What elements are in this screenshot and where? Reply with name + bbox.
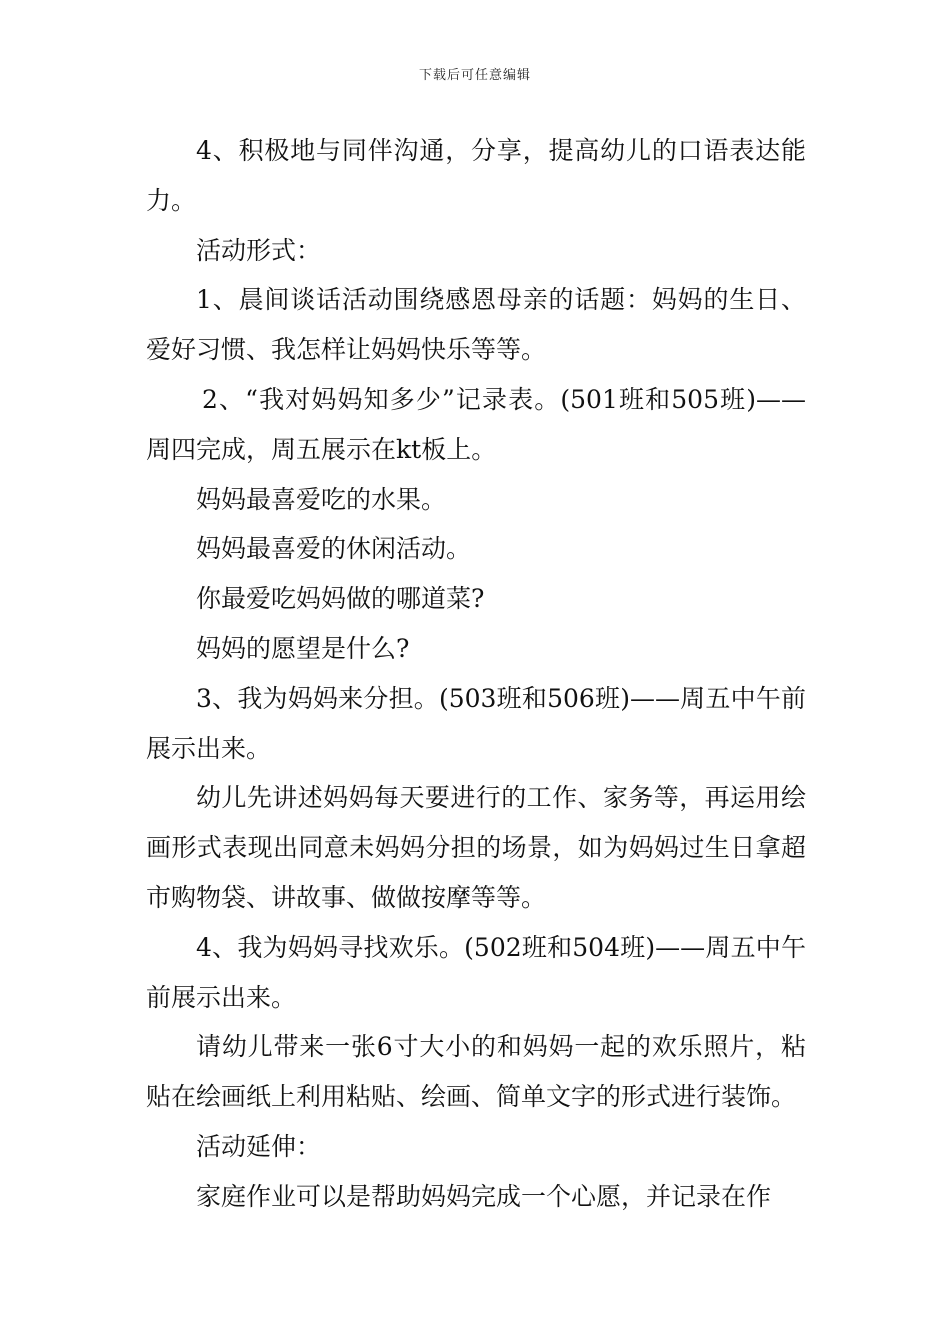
paragraph-form-3: 3、我为妈妈来分担。(503班和506班)——周五中午前展示出来。	[146, 683, 806, 763]
paragraph-question-wish: 妈妈的愿望是什么?	[196, 633, 410, 663]
paragraph-extension-heading: 活动延伸：	[196, 1131, 322, 1161]
document-body	[146, 126, 806, 1222]
paragraph-activity-forms-heading: 活动形式：	[196, 235, 322, 265]
paragraph-form-2: 2、“我对妈妈知多少”记录表。(501班和505班)——周四完成，周五展示在kt板上。	[146, 384, 806, 464]
page-header: 下载后可任意编辑	[418, 68, 531, 83]
paragraph-question-dish: 你最爱吃妈妈做的哪道菜?	[196, 584, 485, 614]
paragraph-form-1: 1、晨间谈话活动围绕感恩母亲的话题：妈妈的生日、爱好习惯、我怎样让妈妈快乐等等。	[146, 285, 806, 365]
paragraph-form-4-detail: 请幼儿带来一张6寸大小的和妈妈一起的欢乐照片，粘贴在绘画纸上利用粘贴、绘画、简单文字的形式进行装饰。	[146, 1032, 806, 1112]
paragraph-question-leisure: 妈妈最喜爱的休闲活动。	[196, 534, 472, 564]
paragraph-form-4: 4、我为妈妈寻找欢乐。(502班和504班)——周五中午前展示出来。	[146, 932, 806, 1012]
paragraph-form-3-detail: 幼儿先讲述妈妈每天要进行的工作、家务等，再运用绘画形式表现出同意未妈妈分担的场景，如为妈妈过生日拿超市购物袋、讲故事、做做按摩等等。	[146, 783, 806, 912]
paragraph-goal-4: 4、积极地与同伴沟通，分享，提高幼儿的口语表达能力。	[146, 136, 806, 215]
paragraph-extension-detail: 家庭作业可以是帮助妈妈完成一个心愿，并记录在作	[196, 1181, 772, 1211]
paragraph-question-fruit: 妈妈最喜爱吃的水果。	[196, 484, 447, 514]
